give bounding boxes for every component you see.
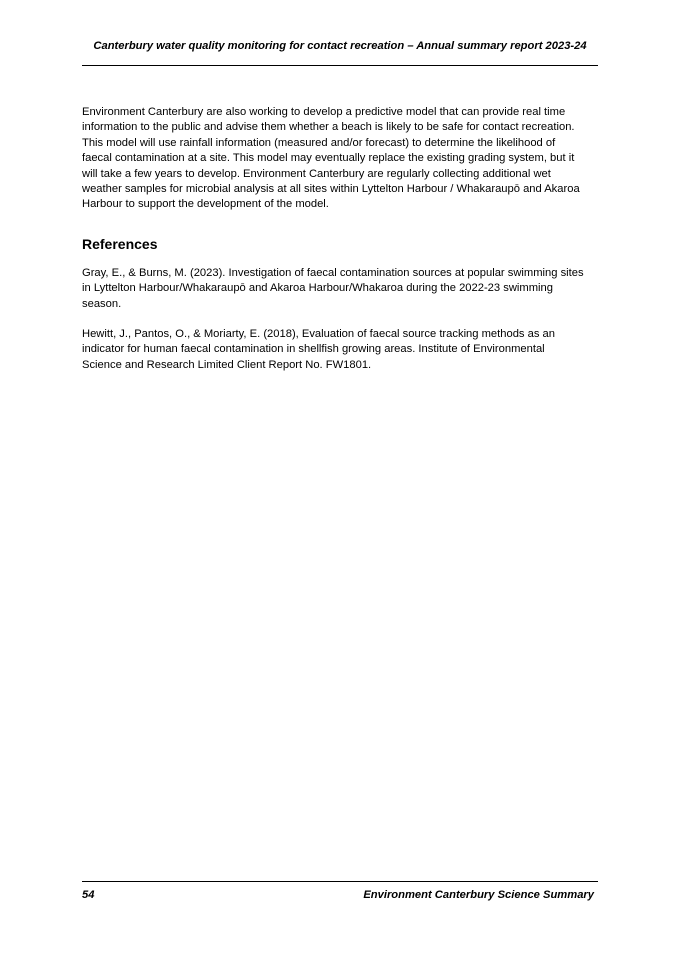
paragraph-line: Environment Canterbury are also working to develop a predictive model that can provide real time bbox=[82, 106, 566, 118]
reference-entry-gray-burns bbox=[82, 266, 598, 312]
reference-line: Hewitt, J., Pantos, O., & Moriarty, E. (2018), Evaluation of faecal source tracking methods as an bbox=[82, 328, 555, 341]
reference-entry-hewitt-pantos-moriarty bbox=[82, 327, 598, 373]
reference-line: indicator for human faecal contamination in shellfish growing areas. Institute of Environmental bbox=[82, 343, 545, 356]
paragraph-line: weather samples for microbial analysis at all sites within Lyttelton Harbour / Whakaraupō and Akaroa bbox=[82, 183, 580, 196]
intro-paragraph bbox=[82, 105, 598, 213]
page-content bbox=[82, 105, 598, 373]
paragraph-line: faecal contamination at a site. This model may eventually replace the existing grading system, but it bbox=[82, 152, 575, 165]
reference-line: Gray, E., & Burns, M. (2023). Investigation of faecal contamination sources at popular swimming sites bbox=[82, 266, 584, 279]
footer-publication-title: Environment Canterbury Science Summary bbox=[363, 889, 594, 901]
paragraph-line: Harbour to support the development of the model. bbox=[82, 198, 329, 211]
footer-divider bbox=[82, 881, 598, 882]
reference-line: in Lyttelton Harbour/Whakaraupō and Akaroa Harbour/Whakaroa during the 2022-23 swimming bbox=[82, 282, 553, 295]
paragraph-line: This model will use rainfall information (measured and/or forecast) to determine the likelihood of bbox=[82, 136, 556, 149]
reference-line: season. bbox=[82, 297, 122, 310]
reference-line: Science and Research Limited Client Report No. FW1801. bbox=[82, 358, 372, 371]
paragraph-line: will take a few years to develop. Environment Canterbury are regularly collecting additional wet bbox=[82, 167, 551, 180]
header-divider bbox=[82, 65, 598, 66]
references-heading: References bbox=[82, 235, 158, 252]
paragraph-line: information to the public and advise them whether a beach is likely to be safe for contact recreation. bbox=[82, 121, 575, 134]
running-header-title: Canterbury water quality monitoring for contact recreation – Annual summary report 2023-24 bbox=[93, 40, 587, 52]
page-number: 54 bbox=[82, 889, 95, 901]
